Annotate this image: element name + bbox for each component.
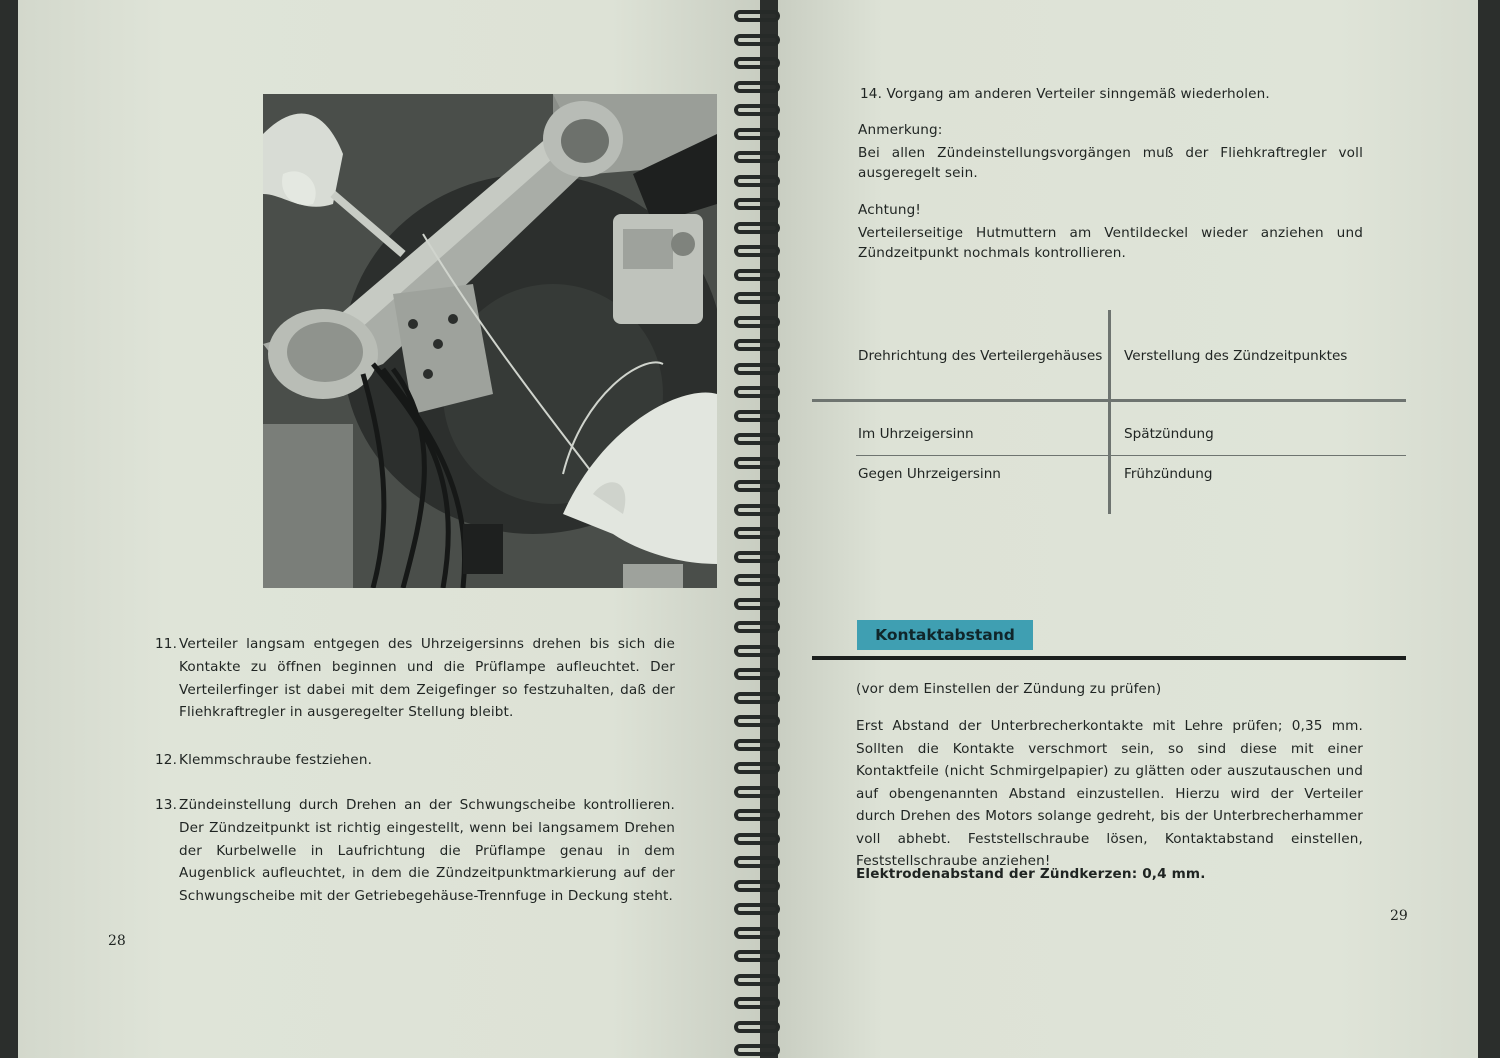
instruction-item-13 [155, 794, 675, 908]
spiral-coil [734, 645, 780, 657]
item-text: Verteiler langsam entgegen des Uhrzeigersinns drehen bis sich die Kontakte zu öffnen beginnen und die Prüflampe aufleuchtet. Der Verteilerfinger ist dabei mit dem Zeigefinger so festzuhalten, daß der Fliehkraftregler in ausgeregelter Stellung bleibt. [179, 636, 675, 721]
spiral-coil [734, 574, 780, 586]
spiral-coil [734, 151, 780, 163]
table-cell: Spätzündung [1124, 426, 1214, 442]
spiral-coil [734, 527, 780, 539]
item-number: 11. [155, 636, 178, 652]
spiral-coil [734, 880, 780, 892]
electrode-note: Elektrodenabstand der Zündkerzen: 0,4 mm. [856, 866, 1206, 882]
spiral-coil [734, 598, 780, 610]
spiral-coil [734, 809, 780, 821]
spiral-binding [728, 0, 788, 1058]
spiral-coil [734, 198, 780, 210]
spiral-coil [734, 457, 780, 469]
spiral-coil [734, 480, 780, 492]
warning-label: Achtung! [858, 202, 921, 218]
section-rule [812, 656, 1406, 660]
note-text: Bei allen Zündeinstellungsvorgängen muß der Fliehkraftregler voll ausgeregelt sein. [858, 145, 1363, 181]
item-number: 13. [155, 797, 178, 813]
spiral-coil [734, 57, 780, 69]
table-cell: Im Uhrzeigersinn [858, 426, 974, 442]
spiral-coil [734, 504, 780, 516]
section-text: Erst Abstand der Unterbrecherkontakte mit Lehre prüfen; 0,35 mm. Sollten die Kontakte verschmort sein, so sind diese mit einer Kontaktfeile (nicht Schmirgelpapier) zu glätten oder auszutauschen und auf obengenannten Abstand einzustellen. Hierzu wird der Verteiler durch Drehen des Motors solange gedreht, bis der Unterbrecherhammer voll abhebt. Feststellschraube lösen, Kontaktabstand einstellen, Feststellschraube anziehen! [856, 718, 1363, 869]
spiral-coil [734, 410, 780, 422]
spiral-coil [734, 551, 780, 563]
spiral-coil [734, 739, 780, 751]
table-cell: Gegen Uhrzeigersinn [858, 466, 1001, 482]
spiral-coil [734, 34, 780, 46]
spiral-coil [734, 292, 780, 304]
spiral-coil [734, 81, 780, 93]
spiral-coil [734, 363, 780, 375]
warning-text: Verteilerseitige Hutmuttern am Ventildeckel wieder anziehen und Zündzeitpunkt nochmals kontrollieren. [858, 225, 1363, 261]
item-number: 12. [155, 752, 178, 768]
table-header-rotation: Drehrichtung des Verteilergehäuses [858, 348, 1103, 364]
spiral-coil [734, 621, 780, 633]
right-page [778, 0, 1478, 1058]
spiral-coil [734, 10, 780, 22]
spiral-coil [734, 128, 780, 140]
table-divider-vertical [1108, 310, 1111, 514]
spiral-coil [734, 786, 780, 798]
spiral-coil [734, 269, 780, 281]
spiral-coil [734, 903, 780, 915]
section-title: Kontaktabstand [857, 620, 1033, 650]
left-page [18, 0, 760, 1058]
spiral-coil [734, 104, 780, 116]
spiral-coil [734, 668, 780, 680]
spiral-coil [734, 339, 780, 351]
table-row-rule [856, 455, 1406, 456]
engine-photo [263, 94, 717, 588]
spiral-coil [734, 433, 780, 445]
spiral-coil [734, 833, 780, 845]
spiral-coil [734, 245, 780, 257]
spiral-coil [734, 1044, 780, 1056]
spiral-coil [734, 927, 780, 939]
table-cell: Frühzündung [1124, 466, 1213, 482]
ignition-table [812, 310, 1406, 516]
table-header-timing: Verstellung des Zündzeitpunktes [1124, 348, 1348, 364]
spiral-coil [734, 175, 780, 187]
table-header-rule [812, 399, 1406, 402]
item-text: Klemmschraube festziehen. [179, 752, 373, 768]
spiral-coil [734, 715, 780, 727]
spiral-coil [734, 856, 780, 868]
spiral-coil [734, 692, 780, 704]
item-text: Zündeinstellung durch Drehen an der Schwungscheibe kontrollieren. Der Zündzeitpunkt ist richtig eingestellt, wenn bei langsamem Drehen der Kurbelwelle in Laufrichtung die Prüflampe genau in dem Augenblick aufleuchtet, in dem die Zündzeitpunktmarkierung auf der Schwungscheibe mit der Getriebegehäuse-Trennfuge in Deckung steht. [179, 797, 675, 905]
spiral-coil [734, 950, 780, 962]
engine-photo-illustration [263, 94, 717, 588]
spiral-coil [734, 316, 780, 328]
instruction-item-11 [155, 633, 675, 724]
section-subtitle: (vor dem Einstellen der Zündung zu prüfen) [856, 681, 1162, 697]
spiral-coil [734, 997, 780, 1009]
note-label: Anmerkung: [858, 122, 943, 138]
page-number: 28 [108, 933, 126, 949]
spiral-coil [734, 762, 780, 774]
instruction-item-14: 14. Vorgang am anderen Verteiler sinngemäß wiederholen. [860, 86, 1270, 102]
instruction-item-12 [155, 749, 675, 772]
spiral-coil [734, 1021, 780, 1033]
spiral-coil [734, 386, 780, 398]
spiral-coil [734, 222, 780, 234]
spiral-coil [734, 974, 780, 986]
page-number: 29 [1390, 908, 1408, 924]
